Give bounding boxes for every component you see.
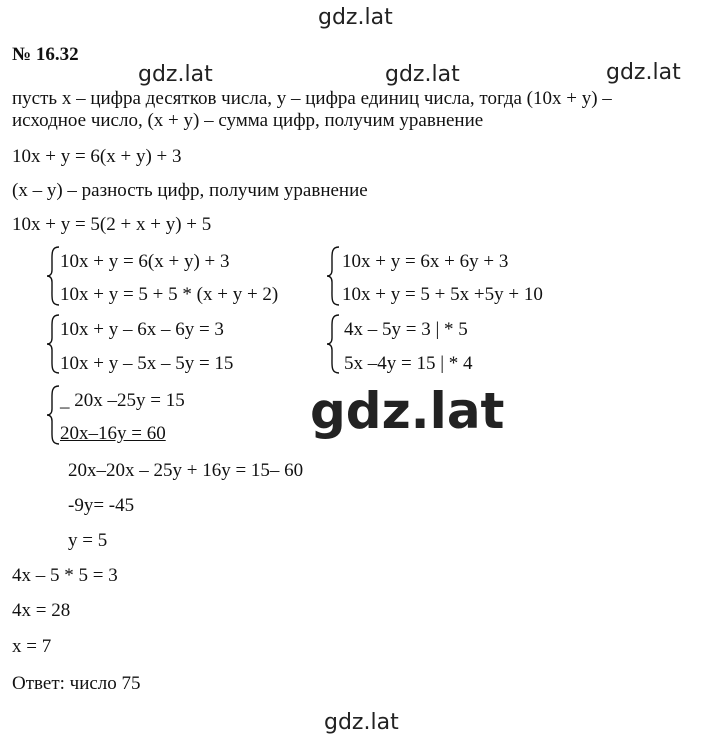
system-4-eq-a: 4х – 5у = 3 | * 5 — [344, 319, 468, 340]
system-1-eq-a: 10х + у = 6(х + у) + 3 — [60, 251, 230, 272]
step-y-value: у = 5 — [68, 530, 108, 551]
intro-line-1: пусть х – цифра десятков числа, у – цифра единиц числа, тогда (10х + у) – — [12, 88, 612, 109]
equation-1: 10х + у = 6(х + у) + 3 — [12, 146, 182, 167]
watermark-bottom: gdz.lat — [324, 710, 399, 735]
problem-number: № 16.32 — [12, 44, 79, 65]
step-x-value: х = 7 — [12, 636, 52, 657]
watermark-row-1: gdz.lat — [138, 62, 213, 87]
system-brace-5 — [46, 385, 60, 445]
watermark-row-2: gdz.lat — [385, 62, 460, 87]
system-brace-4 — [326, 314, 340, 374]
equation-2: 10х + у = 5(2 + х + у) + 5 — [12, 214, 212, 235]
system-2-eq-b: 10х + у = 5 + 5х +5у + 10 — [342, 284, 543, 305]
watermark-top: gdz.lat — [318, 5, 393, 30]
system-3-eq-b: 10х + у – 5х – 5у = 15 — [60, 353, 234, 374]
intro-line-2: исходное число, (х + у) – сумма цифр, получим уравнение — [12, 110, 484, 131]
system-brace-2 — [326, 246, 340, 306]
system-5-eq-b: 20х–16у = 60 — [60, 423, 166, 444]
text-difference: (х – у) – разность цифр, получим уравнение — [12, 180, 368, 201]
system-4-eq-b: 5х –4у = 15 | * 4 — [344, 353, 473, 374]
system-2-eq-a: 10х + у = 6х + 6у + 3 — [342, 251, 509, 272]
system-brace-3 — [46, 314, 60, 374]
system-brace-1 — [46, 246, 60, 306]
watermark-center: gdz.lat — [310, 382, 505, 440]
step-subtraction: 20х–20х – 25у + 16у = 15– 60 — [68, 460, 304, 481]
step-minus-9y: -9у= -45 — [68, 495, 135, 516]
answer: Ответ: число 75 — [12, 673, 141, 694]
step-substitute: 4х – 5 * 5 = 3 — [12, 565, 118, 586]
system-1-eq-b: 10х + у = 5 + 5 * (х + у + 2) — [60, 284, 279, 305]
system-5-eq-a: _ 20х –25у = 15 — [60, 390, 185, 411]
watermark-row-3: gdz.lat — [606, 60, 681, 85]
system-3-eq-a: 10х + у – 6х – 6у = 3 — [60, 319, 224, 340]
step-4x: 4х = 28 — [12, 600, 71, 621]
